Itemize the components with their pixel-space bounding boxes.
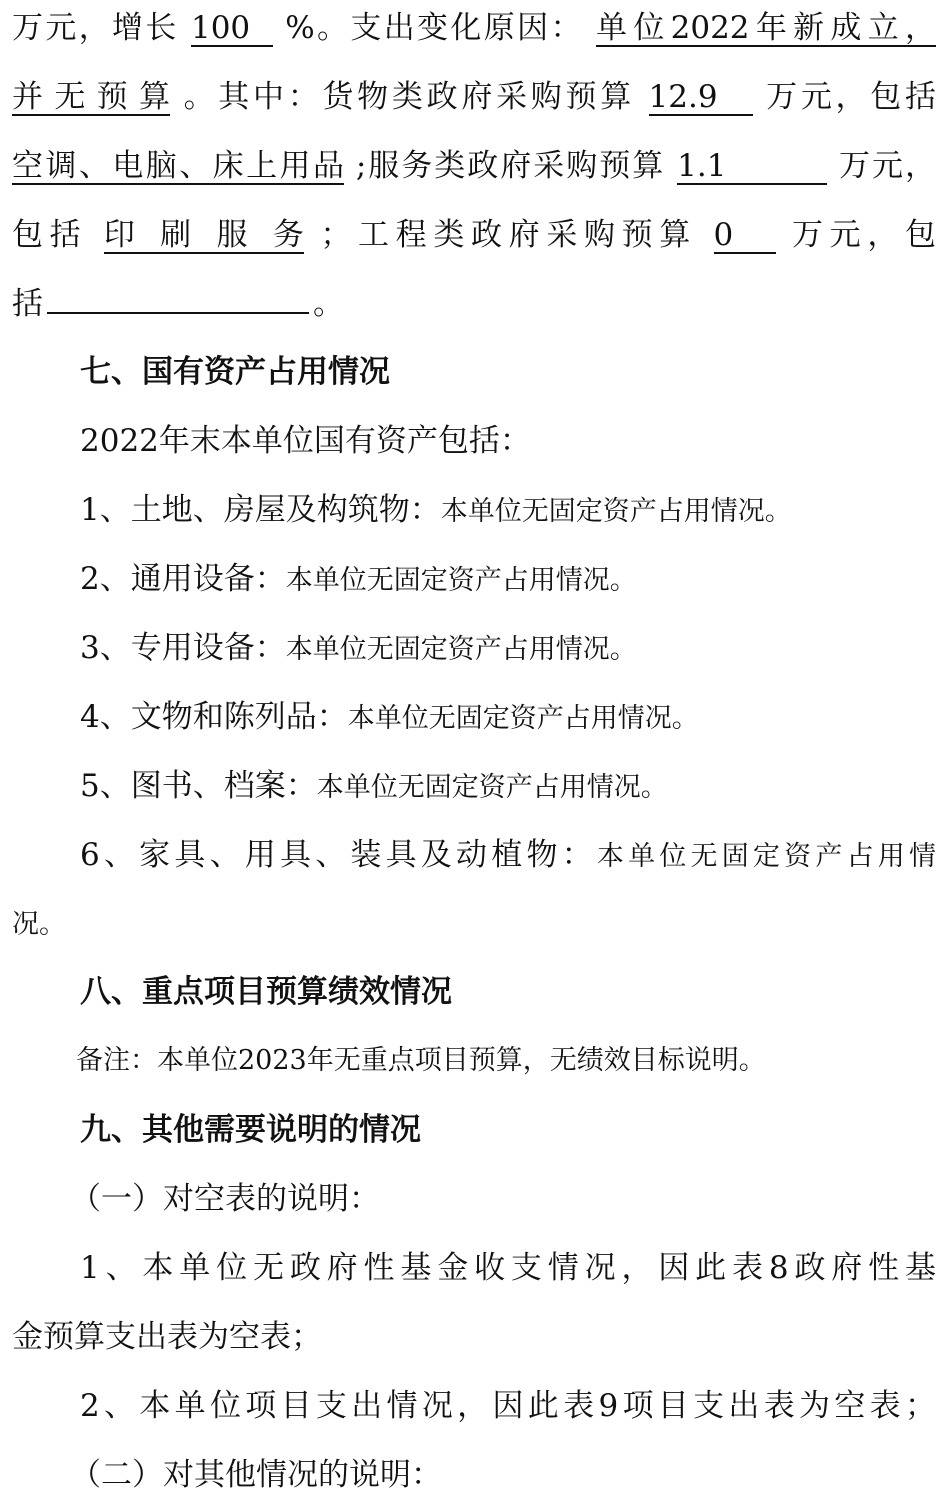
asset-item-continuation: 况。: [12, 909, 66, 940]
service-budget-blank: 1.1: [677, 149, 827, 185]
asset-item-label: 4、文物和陈列品：: [80, 699, 348, 735]
change-reason-blank: 单位2022年新成立，: [596, 10, 937, 46]
asset-item-label: 6、家具、用具、装具及动植物：: [80, 837, 597, 873]
procurement-line-3: [12, 146, 936, 186]
asset-item: [80, 766, 936, 806]
goods-items-blank: 空调、电脑、床上用品: [12, 148, 344, 184]
service-items-blank: 印刷服务: [103, 217, 304, 253]
text-span: 包括: [12, 217, 88, 253]
asset-item-text: 本单位无固定资产占用情况。: [285, 634, 637, 665]
text-span: 。其中：货物类政府采购预算: [183, 79, 635, 115]
text-span: 万元，: [839, 148, 937, 184]
goods-budget-blank: 12.9: [649, 80, 753, 116]
asset-item: [80, 697, 936, 737]
subheading-other-notes: （二）对其他情况的说明：: [70, 1457, 442, 1493]
growth-rate-blank: 100: [191, 11, 273, 47]
asset-item-text: 本单位无固定资产占用情况。: [316, 772, 668, 803]
procurement-line-1: [12, 8, 936, 48]
asset-item-text: 本单位无固定资产占用情况。: [440, 496, 792, 527]
text-span: ;服务类政府采购预算: [355, 148, 666, 184]
asset-item-text: 本单位无固定资产占用情况。: [285, 565, 637, 596]
procurement-line-5: [12, 284, 936, 324]
section-heading-other: 九、其他需要说明的情况: [80, 1112, 421, 1148]
text-span: ；工程类政府采购预算: [320, 217, 697, 253]
text-span: 万元，包括: [766, 79, 936, 115]
empty-table-note-1-continuation: 金预算支出表为空表；: [12, 1319, 322, 1355]
asset-item: [80, 835, 936, 875]
text-span: 万元，增长: [12, 10, 179, 46]
text-span: %。支出变化原因：: [285, 10, 584, 46]
empty-table-note-1: 1、本单位无政府性基金收支情况，因此表8政府性基: [80, 1250, 936, 1286]
assets-intro: 2022年末本单位国有资产包括：: [80, 423, 531, 459]
section-heading-performance: 八、重点项目预算绩效情况: [80, 974, 452, 1010]
asset-item-text: 本单位无固定资产占用情: [596, 841, 936, 872]
empty-table-note-2: 2、本单位项目支出情况，因此表9项目支出表为空表；: [80, 1388, 936, 1424]
asset-item-label: 5、图书、档案：: [80, 768, 317, 804]
change-reason-cont-blank: 并无预算: [12, 79, 170, 115]
works-budget-blank: 0: [714, 218, 776, 254]
asset-item: [80, 490, 936, 530]
subheading-empty-tables: （一）对空表的说明：: [70, 1181, 380, 1217]
asset-item-label: 2、通用设备：: [80, 561, 286, 597]
asset-item-text: 本单位无固定资产占用情况。: [347, 703, 699, 734]
works-items-blank: [47, 312, 309, 314]
asset-item-label: 1、土地、房屋及构筑物：: [80, 492, 441, 528]
asset-item-label: 3、专用设备：: [80, 630, 286, 666]
procurement-line-4: [12, 215, 936, 255]
text-span: 括: [12, 286, 43, 322]
procurement-line-2: [12, 77, 936, 117]
text-span: 。: [313, 286, 344, 322]
text-span: 万元，包: [792, 217, 936, 253]
section-heading-assets: 七、国有资产占用情况: [80, 354, 390, 390]
asset-item: [80, 628, 936, 668]
asset-item: [80, 559, 936, 599]
performance-note: 备注：本单位2023年无重点项目预算，无绩效目标说明。: [76, 1045, 766, 1076]
